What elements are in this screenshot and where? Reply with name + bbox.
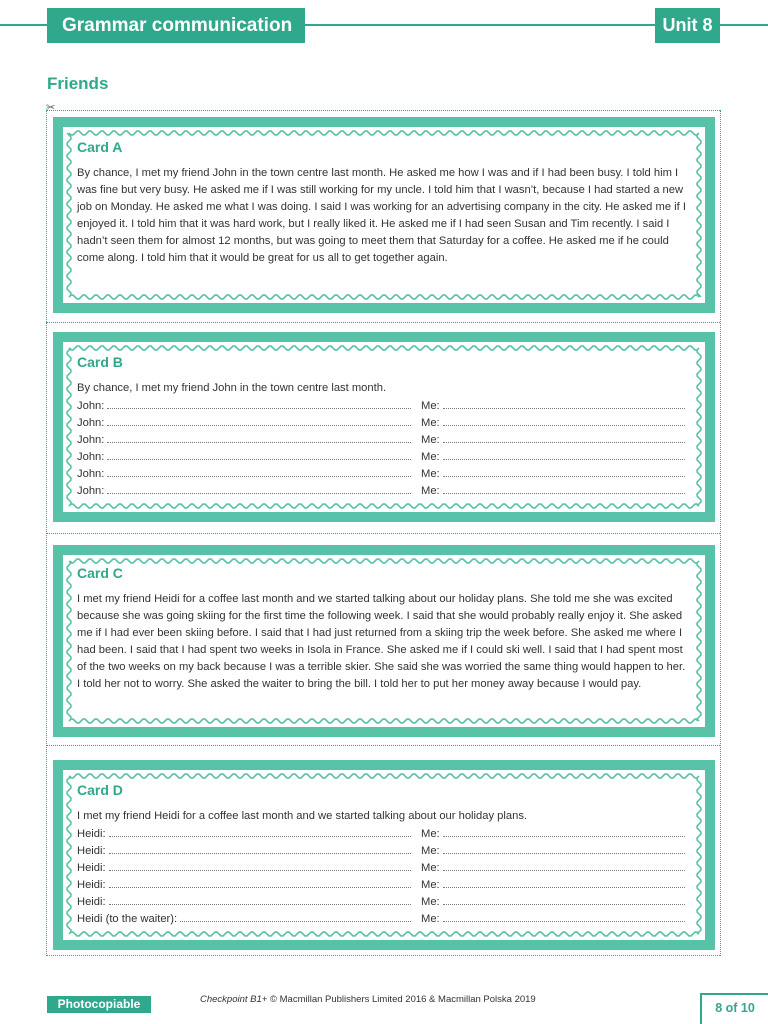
answer-line (443, 842, 685, 854)
cut-line-right (720, 110, 721, 956)
speaker-label: Heidi: (77, 879, 106, 891)
book-title: Checkpoint B1+ (200, 994, 268, 1005)
answer-line (107, 431, 411, 443)
speaker-label: Heidi: (77, 845, 106, 857)
answer-line (443, 825, 685, 837)
answer-line (109, 876, 411, 888)
dialogue-row (77, 859, 691, 876)
unit-badge: Unit 8 (655, 8, 720, 43)
speaker-label: Me: (421, 879, 440, 891)
speaker-label: Heidi: (77, 828, 106, 840)
answer-line (443, 414, 685, 426)
card-a-title: Card A (77, 139, 123, 155)
speaker-label: Me: (421, 845, 440, 857)
card-a-text: By chance, I met my friend John in the town centre last month. He asked me how I was and if I had been busy. I told him I was fine but very busy. He asked me if I was still working for my uncle. I told him that I wasn’t, because I had started a new job on Monday. He asked me what I was doing. I said I was working for an advertising company in the city. He asked me if I enjoyed it. I told him that it was hard work, but I really liked it. He asked me if I had seen Susan and Tim recently. I said I hadn’t seen them for almost 12 months, but was going to meet them that Saturday for a coffee. He asked me if he could come along. I told him that it would be great for us all to get together again. (77, 167, 686, 264)
speaker-label: Heidi (to the waiter): (77, 913, 178, 925)
card-b-dialogue (77, 397, 691, 499)
dialogue-row (77, 842, 691, 859)
answer-line (443, 859, 685, 871)
dialogue-row (77, 910, 691, 927)
dialogue-row (77, 448, 691, 465)
card-c-text: I met my friend Heidi for a coffee last month and we started talking about our holiday plans. She told me she was excited because she was going skiing for the first time the following week. I said that she would probably really enjoy it. She asked me if I had ever been skiing before. I said that I had just returned from a skiing trip the week before. She asked me where I had been. I said that I had spent two weeks in Isola in France. She asked me if I could ski well. I said that I had spent most of the two weeks on my back because I was a terrible skier. She said she was worried the same thing would happen to her. I told her not to worry. She asked the waiter to bring the bill. I told her to put her money away because I would pay. (77, 593, 686, 690)
answer-line (107, 397, 411, 409)
answer-line (443, 876, 685, 888)
answer-line (107, 482, 411, 494)
answer-line (107, 465, 411, 477)
cut-line (46, 533, 720, 534)
speaker-label: Me: (421, 485, 440, 497)
dialogue-row (77, 876, 691, 893)
card-b (53, 332, 715, 522)
speaker-label: Me: (421, 434, 440, 446)
answer-line (443, 448, 685, 460)
card-c (53, 545, 715, 737)
speaker-label: John: (77, 485, 105, 497)
card-c-title: Card C (77, 565, 123, 581)
answer-line (109, 842, 411, 854)
answer-line (109, 893, 411, 905)
section-title: Friends (47, 74, 109, 93)
dialogue-row (77, 893, 691, 910)
page-number: 8 of 10 (700, 993, 768, 1024)
speaker-label: John: (77, 451, 105, 463)
dialogue-row (77, 414, 691, 431)
answer-line (443, 893, 685, 905)
dialogue-row (77, 397, 691, 414)
speaker-label: Me: (421, 468, 440, 480)
answer-line (109, 859, 411, 871)
dialogue-row (77, 465, 691, 482)
page-header-title: Grammar communication (47, 8, 305, 43)
speaker-label: Me: (421, 451, 440, 463)
answer-line (443, 397, 685, 409)
answer-line (180, 910, 411, 922)
speaker-label: John: (77, 434, 105, 446)
answer-line (443, 910, 685, 922)
answer-line (443, 482, 685, 494)
speaker-label: John: (77, 468, 105, 480)
photocopiable-label: Photocopiable (47, 996, 151, 1013)
speaker-label: Heidi: (77, 862, 106, 874)
answer-line (109, 825, 411, 837)
scissors-icon: ✂ (46, 102, 56, 114)
speaker-label: Me: (421, 417, 440, 429)
card-d-intro: I met my friend Heidi for a coffee last month and we started talking about our holiday plans. (77, 810, 528, 822)
dialogue-row (77, 482, 691, 499)
speaker-label: Me: (421, 896, 440, 908)
speaker-label: John: (77, 417, 105, 429)
cut-line (46, 745, 720, 746)
speaker-label: Heidi: (77, 896, 106, 908)
cut-line (46, 110, 720, 111)
cut-line (46, 322, 720, 323)
speaker-label: Me: (421, 862, 440, 874)
card-d-dialogue (77, 825, 691, 927)
answer-line (107, 448, 411, 460)
copyright-text: © Macmillan Publishers Limited 2016 & Macmillan Polska 2019 (267, 994, 536, 1005)
speaker-label: Me: (421, 913, 440, 925)
speaker-label: John: (77, 400, 105, 412)
speaker-label: Me: (421, 400, 440, 412)
card-b-intro: By chance, I met my friend John in the town centre last month. (77, 382, 387, 394)
card-d-title: Card D (77, 782, 123, 798)
answer-line (443, 465, 685, 477)
answer-line (107, 414, 411, 426)
card-a (53, 117, 715, 313)
card-d (53, 760, 715, 950)
dialogue-row (77, 431, 691, 448)
dialogue-row (77, 825, 691, 842)
answer-line (443, 431, 685, 443)
cut-line-left (46, 110, 47, 956)
cut-line (46, 955, 720, 956)
speaker-label: Me: (421, 828, 440, 840)
copyright-notice (200, 994, 536, 1005)
card-b-title: Card B (77, 354, 123, 370)
